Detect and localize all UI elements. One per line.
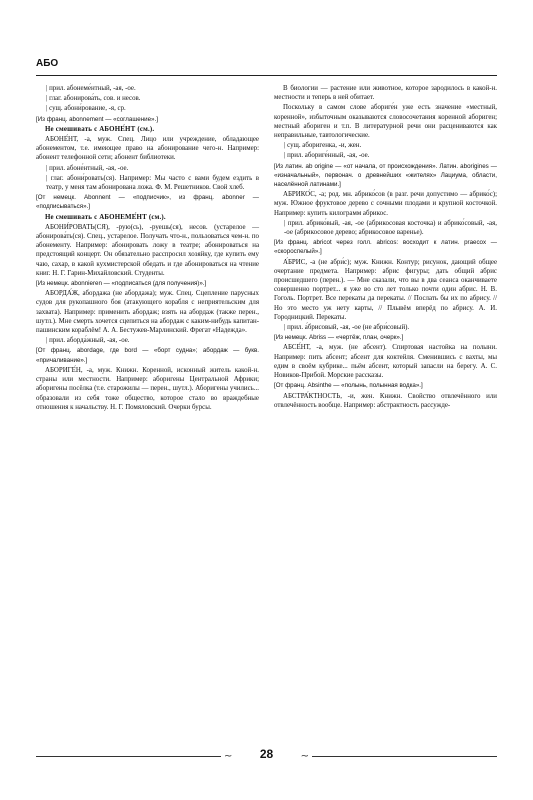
page-footer: [36, 747, 497, 763]
dictionary-entry: АБОРДА́Ж, абордажа (не абордажа); муж. Спец. Сцепление парусных судов для рукопашного боя (атакующего корабля с неприятельским для захвата). Например: применить абордаж; взять на абордаж (также перен., шутл.). Мне смерть хочется сцепиться на абордаж с каким-нибудь капитан-пашинским кораблём! А. А. Бестужев-Марлинский. Фрегат «Надежда».: [36, 290, 259, 335]
footer-rule-right: [312, 756, 497, 757]
dictionary-entry: АБРИКО́С, -а; род. мн. абрико́сов (в разг. речи допустимо — абрико́с); муж. Южное фруктовое дерево с сочными плодами и крупной косточкой. Например: купить килограмм абрикос.: [274, 191, 497, 217]
entry-line: | глаг. абони́ровать(ся). Например: Мы часто с вами будем ездить в театр, у меня там абонирована ложа. Ф. М. Решетников. Свой хлеб.: [46, 174, 259, 192]
dictionary-entry: АБОРИГЕ́Н, -а, муж. Книжн. Коренной, исконный житель какой-н. страны или местности. Например: аборигены Центральной Африки; аборигены посёлка (т.е. старожилы — перен., шутл.). Аборигены учились... образовали из себя тоже общество, которое стало во враждебные отношения к начальству. Н. Г. Помяловский. Очерки бурсы.: [36, 366, 259, 411]
dictionary-entry: АБОНЕ́НТ, -а, муж. Спец. Лицо или учреждение, обладающее абонементом, т.е. имеющее право на абонирование чего-н. Например: абонент телефонной сети; абонент библиотеки.: [36, 136, 259, 162]
etymology-note: [От франц. Absinthe — «полынь, полынная водка».]: [274, 382, 423, 390]
running-head: АБО: [36, 58, 59, 69]
entry-line: | прил. абориге́нный, -ая, -ое.: [284, 152, 370, 160]
header-rule: [36, 75, 497, 76]
entry-line: | прил. абоне́нтный, -ая, -ое.: [46, 164, 129, 172]
dictionary-entry: АБОНИ́РОВАТЬ(СЯ), -рую(сь), -руешь(ся), несов. (устарелое — абонирова́ть(ся). Спец., устарелое. Получать что-н., пользоваться чем-н. по абонементу. Например: абонировать ложу в театре; абонироваться на предстоящий концерт. Он обязательно расспросил хозяйку, где купить ему чаю, сахар, в какой кухмистерской обедать и где абонироваться на чтение книг. Н. Г. Гарин-Михайловский. Студенты.: [36, 223, 259, 277]
ornament-icon: ~: [224, 751, 233, 762]
dictionary-entry: В биологии — растение или животное, которое зародилось в какой-н. местности и теперь в ней обитает.: [274, 85, 497, 102]
ornament-icon: ~: [300, 751, 309, 762]
etymology-note: [От немецк. Abonnent — «подписчик», из франц. abonner — «подписываться».]: [36, 194, 259, 211]
entry-line: | сущ. аборигенка, -и, жен.: [284, 142, 362, 150]
cross-reference: Не смешивать с АБОНЕ́НТ (см.).: [45, 125, 155, 133]
entry-line: | прил. абрико́вый, -ая, -ое (абрикосовая косточка) и абрико́совый, -ая, -ое (абрикосовое дерево; абрикосовое варенье).: [284, 219, 497, 237]
etymology-note: [Из латин. ab origine — «от начала, от происхождения». Латин. aborigines — «изначальный», первонач. о древнейших «жителях» Лациума, области, населённой латинами.]: [274, 162, 497, 189]
entry-line: | прил. а́брисовый, -ая, -ое (не абри́совый).: [284, 324, 410, 332]
dictionary-entry: АБСЕ́НТ, -а, муж. (не абсент). Спиртовая настойка на полыни. Например: пить абсент; абсент для коктейля. Сменившись с вахты, мы едим в своём кубрике... пьём абсент, который запасли на берегу. А. С. Новиков-Прибой. Морские рассказы.: [274, 344, 497, 380]
usage-note: Поскольку в самом слове абориге́н уже есть значение «местный, коренной», избыточным оказываются словосочетания коренной абориген; местный абориген и т.п. В литературной речи они расцениваются как неправильные, тавтологические.: [274, 104, 497, 140]
entry-line: | сущ. абони́рование, -я, ср.: [46, 105, 126, 113]
etymology-note: [Из франц. abricot через голл. abricos: восходит к латин. praecox — «скороспелый».]: [274, 239, 497, 256]
left-column: [36, 84, 259, 413]
entry-line: | прил. аборда́жный, -ая, -ое.: [46, 337, 130, 345]
dictionary-entry: АБСТРА́КТНОСТЬ, -и, жен. Книжн. Свойство отвлечённого или отвлечённость вообще. Например: абстрактность рассужде-: [274, 392, 497, 409]
dictionary-entry: А́БРИС, -а (не абри́с); муж. Книжн. Контур; рисунок, дающий общее очертание предмета. Например: абрис фигуры; дать общий абрис происшедшего (перен.). — Мне сказали, что вы в два сеанса оканчиваете совершенно портрет... я уже во сто лет только почти один абрис. Н. В. Гоголь. Портрет. Все перекаты да перекаты. // Послать бы их по абрису. // Но это место уж нету карты, // Плывём вперёд по абрису. А. И. Городницкий. Перекаты.: [274, 258, 497, 321]
page-number: 28: [259, 747, 274, 761]
etymology-note: [Из франц. abonnement — «соглашение».]: [36, 115, 158, 123]
entry-line: | прил. абонеме́нтный, -ая, -ое.: [46, 85, 136, 92]
entry-line: | глаг. абонирова́ть, сов. и несов.: [46, 95, 141, 103]
cross-reference: Не смешивать с АБОНЕМЕ́НТ (см.).: [45, 213, 166, 221]
etymology-note: [Из немецк. abonnieren — «подписаться (для получения)».]: [36, 280, 207, 288]
right-column: [274, 84, 497, 411]
etymology-note: [От франц. abordage, где bord — «борт судна»; абордаж — букв. «причаливание».]: [36, 347, 259, 364]
etymology-note: [Из немецк. Abriss — «чертёж, план, очерк».]: [274, 334, 404, 342]
